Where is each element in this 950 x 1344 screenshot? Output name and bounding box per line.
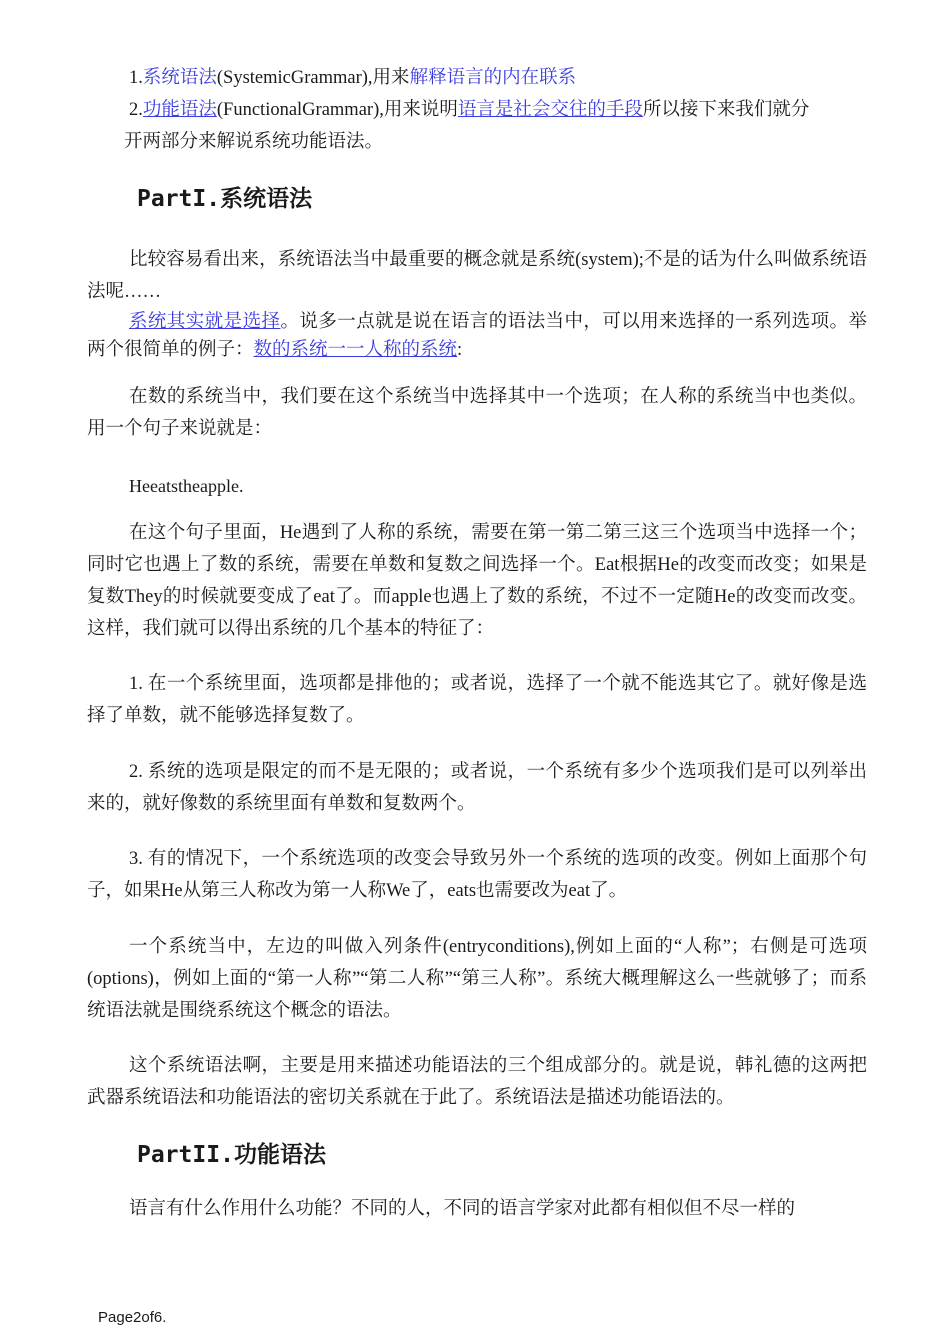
number-person-system-link[interactable]: 数的系统一一人称的系统 <box>253 340 458 360</box>
part1-paragraph-5: 一个系统当中，左边的叫做入列条件(entryconditions),例如上面的“人称”；右侧是可选项(options)，例如上面的“第一人称”“第二人称”“第三人称”。系统大概理解这么一些就够了；而系统语法就是围绕系统这个概念的语法。 <box>87 937 867 1021</box>
systemic-grammar-term: 系统语法 <box>142 68 217 88</box>
intro-item-2-mid: (FunctionalGrammar),用来说明 <box>216 100 458 120</box>
intro-item-1-mid: (SystemicGrammar),用来 <box>216 68 410 88</box>
part1-paragraph-1: 比较容易看出来，系统语法当中最重要的概念就是系统(system);不是的话为什么叫做系统语法呢…… <box>87 250 867 302</box>
part1-paragraph-2-text: 。说多一点就是说在语言的语法当中，可以用来选择的一系列选项。举两个很简单的例子： <box>87 312 867 360</box>
intro-item-2-after: 所以接下来我们就分 <box>642 100 810 120</box>
functional-grammar-link[interactable]: 功能语法 <box>142 100 217 120</box>
page-number: Page2of6. <box>98 1309 167 1326</box>
intro-item-2-continued: 开两部分来解说系统功能语法。 <box>124 132 384 152</box>
part1-paragraph-6: 这个系统语法啊，主要是用来描述功能语法的三个组成部分的。就是说，韩礼德的这两把武器系统语法和功能语法的密切关系就在于此了。系统语法是描述功能语法的。 <box>87 1056 867 1108</box>
part2-heading <box>137 1140 326 1170</box>
feature-3: 3. 有的情况下，一个系统选项的改变会导致另外一个系统的选项的改变。例如上面那个句子，如果He从第三人称改为第一人称We了，eats也需要改为eat了。 <box>87 849 867 901</box>
part1-paragraph-3: 在数的系统当中，我们要在这个系统当中选择其中一个选项；在人称的系统当中也类似。用一个句子来说就是： <box>87 387 867 439</box>
part1-heading <box>137 184 312 214</box>
part2-heading-prefix: PartII. <box>137 1142 234 1168</box>
systemic-grammar-desc: 解释语言的内在联系 <box>409 68 577 88</box>
feature-1: 1. 在一个系统里面，选项都是排他的；或者说，选择了一个就不能选其它了。就好像是选择了单数，就不能够选择复数了。 <box>87 674 867 726</box>
intro-item-2 <box>129 94 874 126</box>
part2-paragraph-1: 语言有什么作用什么功能？不同的人，不同的语言学家对此都有相似但不尽一样的 <box>129 1199 796 1219</box>
part1-paragraph-2 <box>87 308 867 364</box>
intro-item-2-number: 2. <box>129 100 143 120</box>
part1-heading-title: 系统语法 <box>220 186 313 212</box>
feature-2: 2. 系统的选项是限定的而不是无限的；或者说，一个系统有多少个选项我们是可以列举出来的，就好像数的系统里面有单数和复数两个。 <box>87 762 867 814</box>
intro-item-1-number: 1. <box>129 68 143 88</box>
part1-paragraph-4: 在这个句子里面，He遇到了人称的系统，需要在第一第二第三这三个选项当中选择一个；同时它也遇上了数的系统，需要在单数和复数之间选择一个。Eat根据He的改变而改变；如果是复数They的时候就要变成了eat了。而apple也遇上了数的系统，不过不一定随He的改变而改变。这样，我们就可以得出系统的几个基本的特征了： <box>87 523 867 639</box>
intro-item-1 <box>129 62 869 94</box>
social-interaction-link[interactable]: 语言是社会交往的手段 <box>457 100 643 120</box>
part1-heading-prefix: PartI. <box>137 186 221 212</box>
system-is-choice-link[interactable]: 系统其实就是选择 <box>129 312 281 332</box>
part1-paragraph-2-end: : <box>457 340 463 360</box>
example-sentence: Heeatstheapple. <box>129 476 244 496</box>
part2-heading-title: 功能语法 <box>233 1142 326 1168</box>
